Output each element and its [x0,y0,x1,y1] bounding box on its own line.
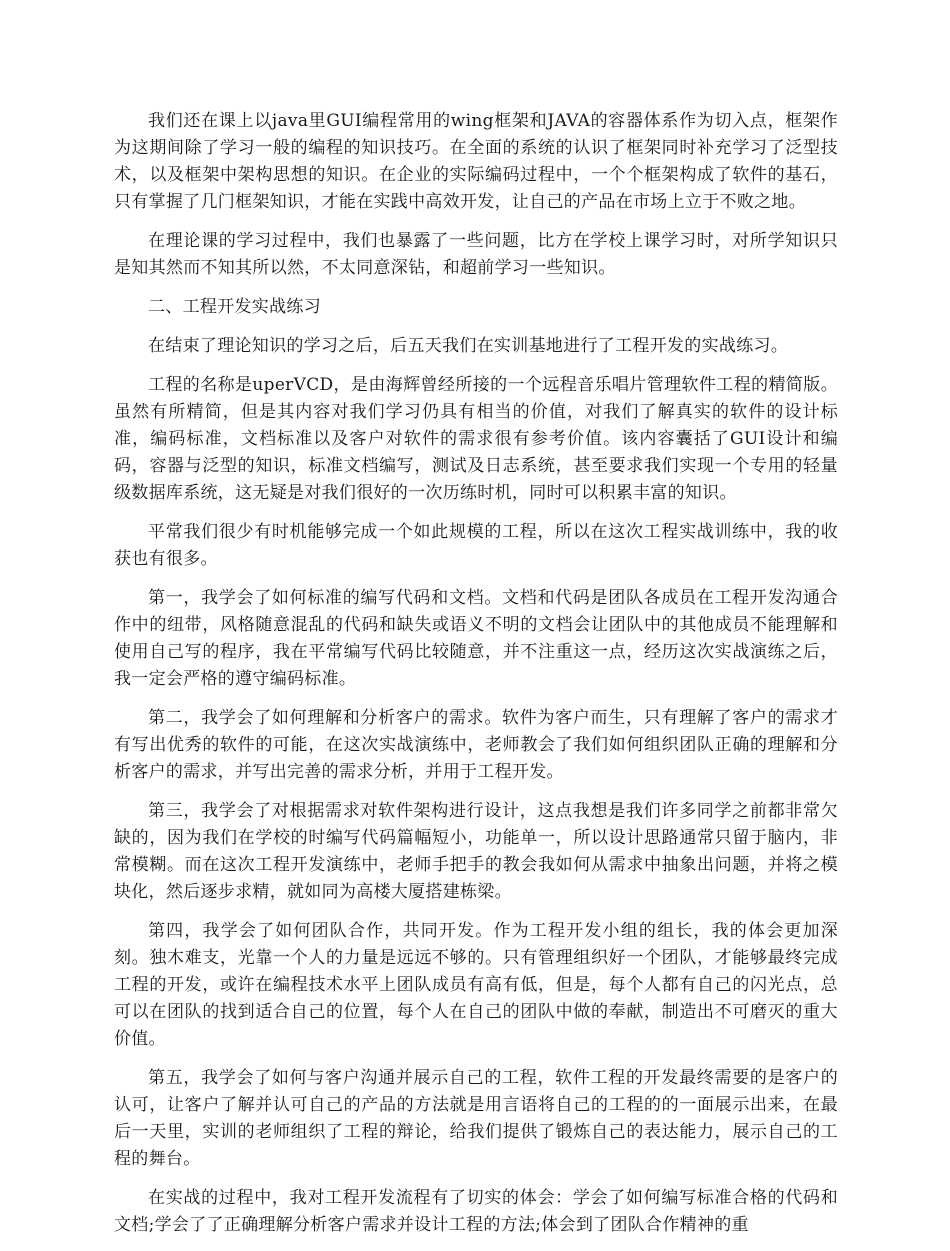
paragraph-harvest-intro: 平常我们很少有时机能够完成一个如此规模的工程，所以在这次工程实战训练中，我的收获也有很多。 [114,522,838,569]
paragraph-project-description: 工程的名称是uperVCD，是由海辉曾经所接的一个远程音乐唱片管理软件工程的精简版。虽然有所精简，但是其内容对我们学习仍具有相当的价值，对我们了解真实的软件的设计标准，编码标准，文档标准以及客户对软件的需求很有参考价值。该内容囊括了GUI设计和编码，容器与泛型的知识，标准文档编写，测试及日志系统，甚至要求我们实现一个专用的轻量级数据库系统，这无疑是对我们很好的一次历练时机，同时可以积累丰富的知识。 [114,375,838,503]
paragraph-summary: 在实战的过程中，我对工程开发流程有了切实的体会：学会了如何编写标准合格的代码和文档;学会了了正确理解分析客户需求并设计工程的方法;体会到了团队合作精神的重 [114,1188,838,1235]
paragraph-framework-learning: 我们还在课上以java里GUI编程常用的wing框架和JAVA的容器体系作为切入点，框架作为这期间除了学习一般的编程的知识技巧。在全面的系统的认识了框架同时补充学习了泛型技术，以及框架中架构思想的知识。在企业的实际编码过程中，一个个框架构成了软件的基石，只有掌握了几门框架知识，才能在实践中高效开发，让自己的产品在市场上立于不败之地。 [114,111,838,212]
paragraph-point-one: 第一，我学会了如何标准的编写代码和文档。文档和代码是团队各成员在工程开发沟通合作中的纽带，风格随意混乱的代码和缺失或语义不明的文档会让团队中的其他成员不能理解和使用自己写的程序，我在平常编写代码比较随意，并不注重这一点，经历这次实战演练之后，我一定会严格的遵守编码标准。 [114,588,838,689]
paragraph-practice-intro: 在结束了理论知识的学习之后，后五天我们在实训基地进行了工程开发的实战练习。 [148,336,789,356]
paragraph-point-three: 第三，我学会了对根据需求对软件架构进行设计，这点我想是我们许多同学之前都非常欠缺的，因为我们在学校的时编写代码篇幅短小，功能单一，所以设计思路通常只留于脑内，非常模糊。而在这次工程开发演练中，老师手把手的教会我如何从需求中抽象出问题，并将之模块化，然后逐步求精，就如同为高楼大厦搭建栋梁。 [114,801,838,902]
document-body [114,108,838,1251]
paragraph-point-two: 第二，我学会了如何理解和分析客户的需求。软件为客户而生，只有理解了客户的需求才有写出优秀的软件的可能，在这次实战演练中，老师教会了我们如何组织团队正确的理解和分析客户的需求，并写出完善的需求分析，并用于工程开发。 [114,708,838,782]
paragraph-theory-problems: 在理论课的学习过程中，我们也暴露了一些问题，比方在学校上课学习时，对所学知识只是知其然而不知其所以然，不太同意深钻，和超前学习一些知识。 [114,231,838,278]
paragraph-point-four: 第四，我学会了如何团队合作，共同开发。作为工程开发小组的组长，我的体会更加深刻。独木难支，光靠一个人的力量是远远不够的。只有管理组织好一个团队，才能够最终完成工程的开发，或许在编程技术水平上团队成员有高有低，但是，每个人都有自己的闪光点，总可以在团队的找到适合自己的位置，每个人在自己的团队中做的奉献，制造出不可磨灭的重大价值。 [114,921,838,1049]
paragraph-point-five: 第五，我学会了如何与客户沟通并展示自己的工程，软件工程的开发最终需要的是客户的认可，让客户了解并认可自己的产品的方法就是用言语将自己的工程的的一面展示出来，在最后一天里，实训的老师组织了工程的辩论，给我们提供了锻炼自己的表达能力，展示自己的工程的舞台。 [114,1068,838,1169]
section-heading-project-practice: 二、工程开发实战练习 [148,297,321,317]
